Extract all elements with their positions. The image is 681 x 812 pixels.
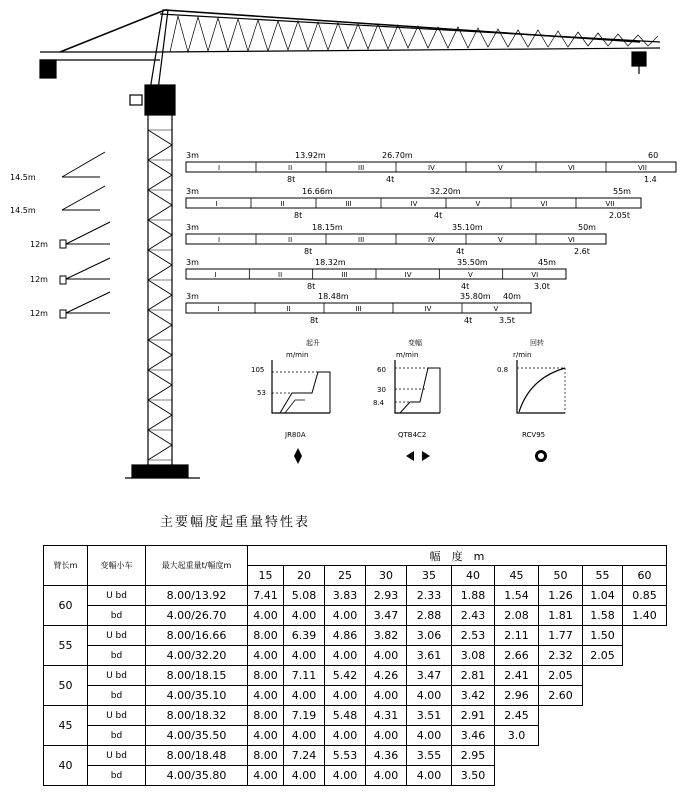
trolley-cell: U bd [88,586,146,606]
load-value-cell: 4.00 [248,646,284,666]
jib-section-label: IV [424,305,432,313]
table-row [44,646,667,666]
jib-start-label: 3m [186,187,199,196]
load-value-cell: 4.00 [248,606,284,626]
jib-load1-label: 8t [310,316,319,325]
luff-unit: m/min [396,351,419,359]
jib-config-row [186,151,676,184]
load-value-cell: 4.00 [325,646,366,666]
load-value-cell: 4.00 [325,686,366,706]
luff-model: QTB4C2 [398,431,427,439]
trolley-cell: bd [88,646,146,666]
empty-cell [623,726,667,746]
capacity-table [43,545,667,786]
header-max-load: 最大起重量t/幅度m [146,546,248,586]
max-load-cell: 4.00/35.10 [146,686,248,706]
boom-length-label: 12m [30,309,48,318]
table-row [44,746,667,766]
load-value-cell: 4.00 [366,766,407,786]
hoist-title: 起升 [306,339,320,347]
jib-start-label: 3m [186,258,199,267]
empty-cell [623,746,667,766]
slew-tick-08: 0.8 [497,366,509,374]
jib-load2-label: 4t [456,247,465,256]
jib-config-row [186,187,641,220]
max-load-cell: 8.00/13.92 [146,586,248,606]
load-value-cell: 1.81 [539,606,583,626]
load-value-cell: 0.85 [623,586,667,606]
jib-section-label: I [218,164,221,172]
load-value-cell: 3.51 [407,706,452,726]
jib-load2-label: 4t [386,175,395,184]
max-load-cell: 4.00/35.50 [146,726,248,746]
max-load-cell: 8.00/18.32 [146,706,248,726]
load-value-cell: 4.36 [366,746,407,766]
jib-end-label: 50m [578,223,596,232]
jib-dist1-label: 18.48m [318,292,349,301]
radius-header-cell: 30 [366,566,407,586]
load-value-cell: 4.00 [284,766,325,786]
jib-dist1-label: 18.15m [312,223,343,232]
hoist-tick-105: 105 [251,366,265,374]
jib-dist2-label: 32.20m [430,187,461,196]
load-value-cell: 1.26 [539,586,583,606]
load-value-cell: 1.88 [452,586,495,606]
load-value-cell: 2.43 [452,606,495,626]
load-value-cell: 2.95 [452,746,495,766]
load-value-cell: 2.08 [495,606,539,626]
jib-section-label: II [288,164,293,172]
empty-cell [623,766,667,786]
jib-section-label: III [355,305,362,313]
jib-section-label: VII [638,164,647,172]
trolley-cell: U bd [88,706,146,726]
empty-cell [583,706,623,726]
load-value-cell: 2.05 [539,666,583,686]
load-value-cell: 2.91 [452,706,495,726]
jib-dist2-label: 35.10m [452,223,483,232]
jib-tip-load-label: 1.4 [644,175,657,184]
max-load-cell: 8.00/18.15 [146,666,248,686]
jib-dist2-label: 26.70m [382,151,413,160]
empty-cell [623,706,667,726]
load-value-cell: 2.60 [539,686,583,706]
jib-section-label: I [214,271,217,279]
jib-section-label: II [286,305,291,313]
load-value-cell: 3.08 [452,646,495,666]
load-value-cell: 7.19 [284,706,325,726]
jib-section-label: V [493,305,499,313]
jib-end-label: 60 [648,151,659,160]
jib-load2-label: 4t [461,282,470,291]
trolley-cell: bd [88,726,146,746]
load-value-cell: 1.54 [495,586,539,606]
jib-dist1-label: 16.66m [302,187,333,196]
radius-header-cell: 50 [539,566,583,586]
load-value-cell: 8.00 [248,626,284,646]
load-value-cell: 1.04 [583,586,623,606]
load-value-cell: 1.40 [623,606,667,626]
empty-cell [623,626,667,646]
jib-section-label: I [215,200,218,208]
load-value-cell: 4.00 [366,646,407,666]
header-trolley: 变幅小车 [88,546,146,586]
slew-unit: r/min [513,351,532,359]
jib-section-label: VI [568,236,575,244]
load-value-cell: 3.46 [452,726,495,746]
hoist-graph [251,338,330,464]
jib-section-label: V [498,164,503,172]
empty-cell [583,726,623,746]
radius-header-cell: 45 [495,566,539,586]
load-value-cell: 4.26 [366,666,407,686]
load-value-cell: 1.50 [583,626,623,646]
jib-section-label: V [475,200,481,208]
load-value-cell: 3.50 [452,766,495,786]
load-value-cell: 2.53 [452,626,495,646]
load-value-cell: 4.00 [248,766,284,786]
jib-load1-label: 8t [294,211,303,220]
table-row [44,706,667,726]
load-value-cell: 4.00 [284,726,325,746]
boom-length-cell: 55 [44,626,88,666]
load-value-cell: 4.00 [325,606,366,626]
empty-cell [539,766,583,786]
jib-config-row [186,223,606,256]
load-value-cell: 4.00 [248,686,284,706]
boom-length-cell: 50 [44,666,88,706]
load-value-cell: 2.96 [495,686,539,706]
boom-length-cell: 60 [44,586,88,626]
load-value-cell: 4.00 [325,726,366,746]
jib-load1-label: 8t [307,282,316,291]
load-value-cell: 6.39 [284,626,325,646]
load-value-cell: 3.55 [407,746,452,766]
empty-cell [583,666,623,686]
hoist-tick-53: 53 [257,389,266,397]
load-value-cell: 5.53 [325,746,366,766]
jib-section-label: V [468,271,473,279]
load-value-cell: 4.86 [325,626,366,646]
jib-section-label: II [288,236,293,244]
empty-cell [583,766,623,786]
load-value-cell: 2.93 [366,586,407,606]
jib-config-row [186,258,566,291]
load-value-cell: 3.82 [366,626,407,646]
radius-header-cell: 55 [583,566,623,586]
luff-title: 变幅 [408,339,422,347]
empty-cell [495,766,539,786]
jib-end-label: 55m [613,187,631,196]
load-value-cell: 4.00 [407,766,452,786]
jib-section-label: II [278,271,283,279]
max-load-cell: 4.00/26.70 [146,606,248,626]
jib-section-label: VI [568,164,575,172]
jib-tip-load-label: 2.6t [574,247,590,256]
jib-tip-load-label: 3.0t [534,282,550,291]
table-row [44,626,667,646]
load-value-cell: 2.88 [407,606,452,626]
max-load-cell: 4.00/35.80 [146,766,248,786]
hoist-model: JR80A [285,431,306,439]
jib-dist1-label: 18.32m [315,258,346,267]
jib-section-label: I [217,305,220,313]
load-value-cell: 2.05 [583,646,623,666]
slew-model: RCV95 [522,431,546,439]
radius-header-cell: 25 [325,566,366,586]
load-value-cell: 3.47 [366,606,407,626]
slew-title: 回转 [530,339,544,347]
trolley-cell: U bd [88,666,146,686]
load-value-cell: 4.00 [248,726,284,746]
load-value-cell: 3.83 [325,586,366,606]
jib-section-label: III [358,164,365,172]
table-row [44,666,667,686]
boom-length-cell: 40 [44,746,88,786]
trolley-cell: bd [88,766,146,786]
table-title: 主要幅度起重量特性表 [160,515,311,530]
boom-labels [10,173,48,318]
table-row [44,606,667,626]
jib-section-label: IV [410,200,418,208]
jib-load2-label: 4t [434,211,443,220]
load-value-cell: 4.00 [407,686,452,706]
table-row [44,686,667,706]
boom-length-label: 12m [30,275,48,284]
load-value-cell: 8.00 [248,666,284,686]
jib-dist2-label: 35.50m [457,258,488,267]
empty-cell [583,686,623,706]
boom-length-label: 14.5m [10,206,36,215]
boom-sketches [60,152,110,318]
empty-cell [623,646,667,666]
jib-section-label: V [498,236,503,244]
radius-header-cell: 60 [623,566,667,586]
jib-start-label: 3m [186,223,199,232]
jib-section-label: VI [540,200,548,208]
load-value-cell: 2.66 [495,646,539,666]
load-value-cell: 4.00 [284,686,325,706]
load-value-cell: 1.77 [539,626,583,646]
hoist-unit: m/min [286,351,309,359]
load-value-cell: 1.58 [583,606,623,626]
load-value-cell: 3.06 [407,626,452,646]
load-value-cell: 3.42 [452,686,495,706]
load-value-cell: 7.24 [284,746,325,766]
jib-dist1-label: 13.92m [295,151,326,160]
load-value-cell: 2.45 [495,706,539,726]
load-value-cell: 3.61 [407,646,452,666]
left-right-arrow-icon [406,451,414,461]
table-row [44,766,667,786]
boom-length-label: 14.5m [10,173,36,182]
jib-dist2-label: 35.80m [460,292,491,301]
radius-header-cell: 15 [248,566,284,586]
load-value-cell: 7.41 [248,586,284,606]
up-down-arrow-icon [294,448,302,456]
boom-length-cell: 45 [44,706,88,746]
load-value-cell: 4.00 [284,606,325,626]
jib-configurations [186,151,676,325]
max-load-cell: 8.00/16.66 [146,626,248,646]
luff-tick-30: 30 [377,386,386,394]
jib-section-label: III [341,271,348,279]
header-boom: 臂长m [44,546,88,586]
load-value-cell: 2.41 [495,666,539,686]
load-value-cell: 8.00 [248,706,284,726]
jib-section-label: I [218,236,221,244]
jib-load1-label: 8t [304,247,313,256]
table-row [44,726,667,746]
jib-load2-label: 4t [464,316,473,325]
max-load-cell: 4.00/32.20 [146,646,248,666]
jib-start-label: 3m [186,151,199,160]
trolley-cell: U bd [88,626,146,646]
load-value-cell: 2.11 [495,626,539,646]
load-value-cell: 4.00 [366,686,407,706]
trolley-cell: bd [88,606,146,626]
jib-section-label: VII [605,200,615,208]
header-radius: 幅 度 m [248,546,667,566]
load-value-cell: 4.31 [366,706,407,726]
jib-section-label: III [345,200,352,208]
table-row [44,586,667,606]
load-value-cell: 5.42 [325,666,366,686]
jib-section-label: IV [428,164,435,172]
empty-cell [495,746,539,766]
empty-cell [623,666,667,686]
empty-cell [539,726,583,746]
radius-header-cell: 40 [452,566,495,586]
jib-start-label: 3m [186,292,199,301]
trolley-cell: bd [88,686,146,706]
jib-end-label: 40m [503,292,521,301]
luff-graph [373,338,440,461]
load-value-cell: 7.11 [284,666,325,686]
jib-section-label: VI [531,271,539,279]
jib-tip-load-label: 3.5t [499,316,515,325]
load-value-cell: 3.0 [495,726,539,746]
load-value-cell: 4.00 [325,766,366,786]
radius-header-cell: 35 [407,566,452,586]
empty-cell [623,686,667,706]
empty-cell [583,746,623,766]
jib-end-label: 45m [538,258,556,267]
boom-length-label: 12m [30,240,48,249]
trolley-cell: U bd [88,746,146,766]
luff-tick-60: 60 [377,366,386,374]
slew-graph [497,338,565,462]
empty-cell [539,746,583,766]
radius-header-cell: 20 [284,566,325,586]
load-value-cell: 4.00 [284,646,325,666]
load-value-cell: 2.33 [407,586,452,606]
load-value-cell: 2.81 [452,666,495,686]
load-value-cell: 8.00 [248,746,284,766]
jib-section-label: III [358,236,365,244]
jib-section-label: IV [404,271,412,279]
max-load-cell: 8.00/18.48 [146,746,248,766]
load-value-cell: 5.48 [325,706,366,726]
load-value-cell: 5.08 [284,586,325,606]
jib-section-label: II [280,200,285,208]
jib-config-row [186,292,531,325]
jib-section-label: IV [428,236,435,244]
jib-tip-load-label: 2.05t [609,211,630,220]
luff-tick-8: 8.4 [373,399,385,407]
table-body [44,586,667,786]
load-value-cell: 2.32 [539,646,583,666]
jib-load1-label: 8t [287,175,296,184]
load-value-cell: 4.00 [366,726,407,746]
empty-cell [539,706,583,726]
load-value-cell: 4.00 [407,726,452,746]
load-value-cell: 3.47 [407,666,452,686]
